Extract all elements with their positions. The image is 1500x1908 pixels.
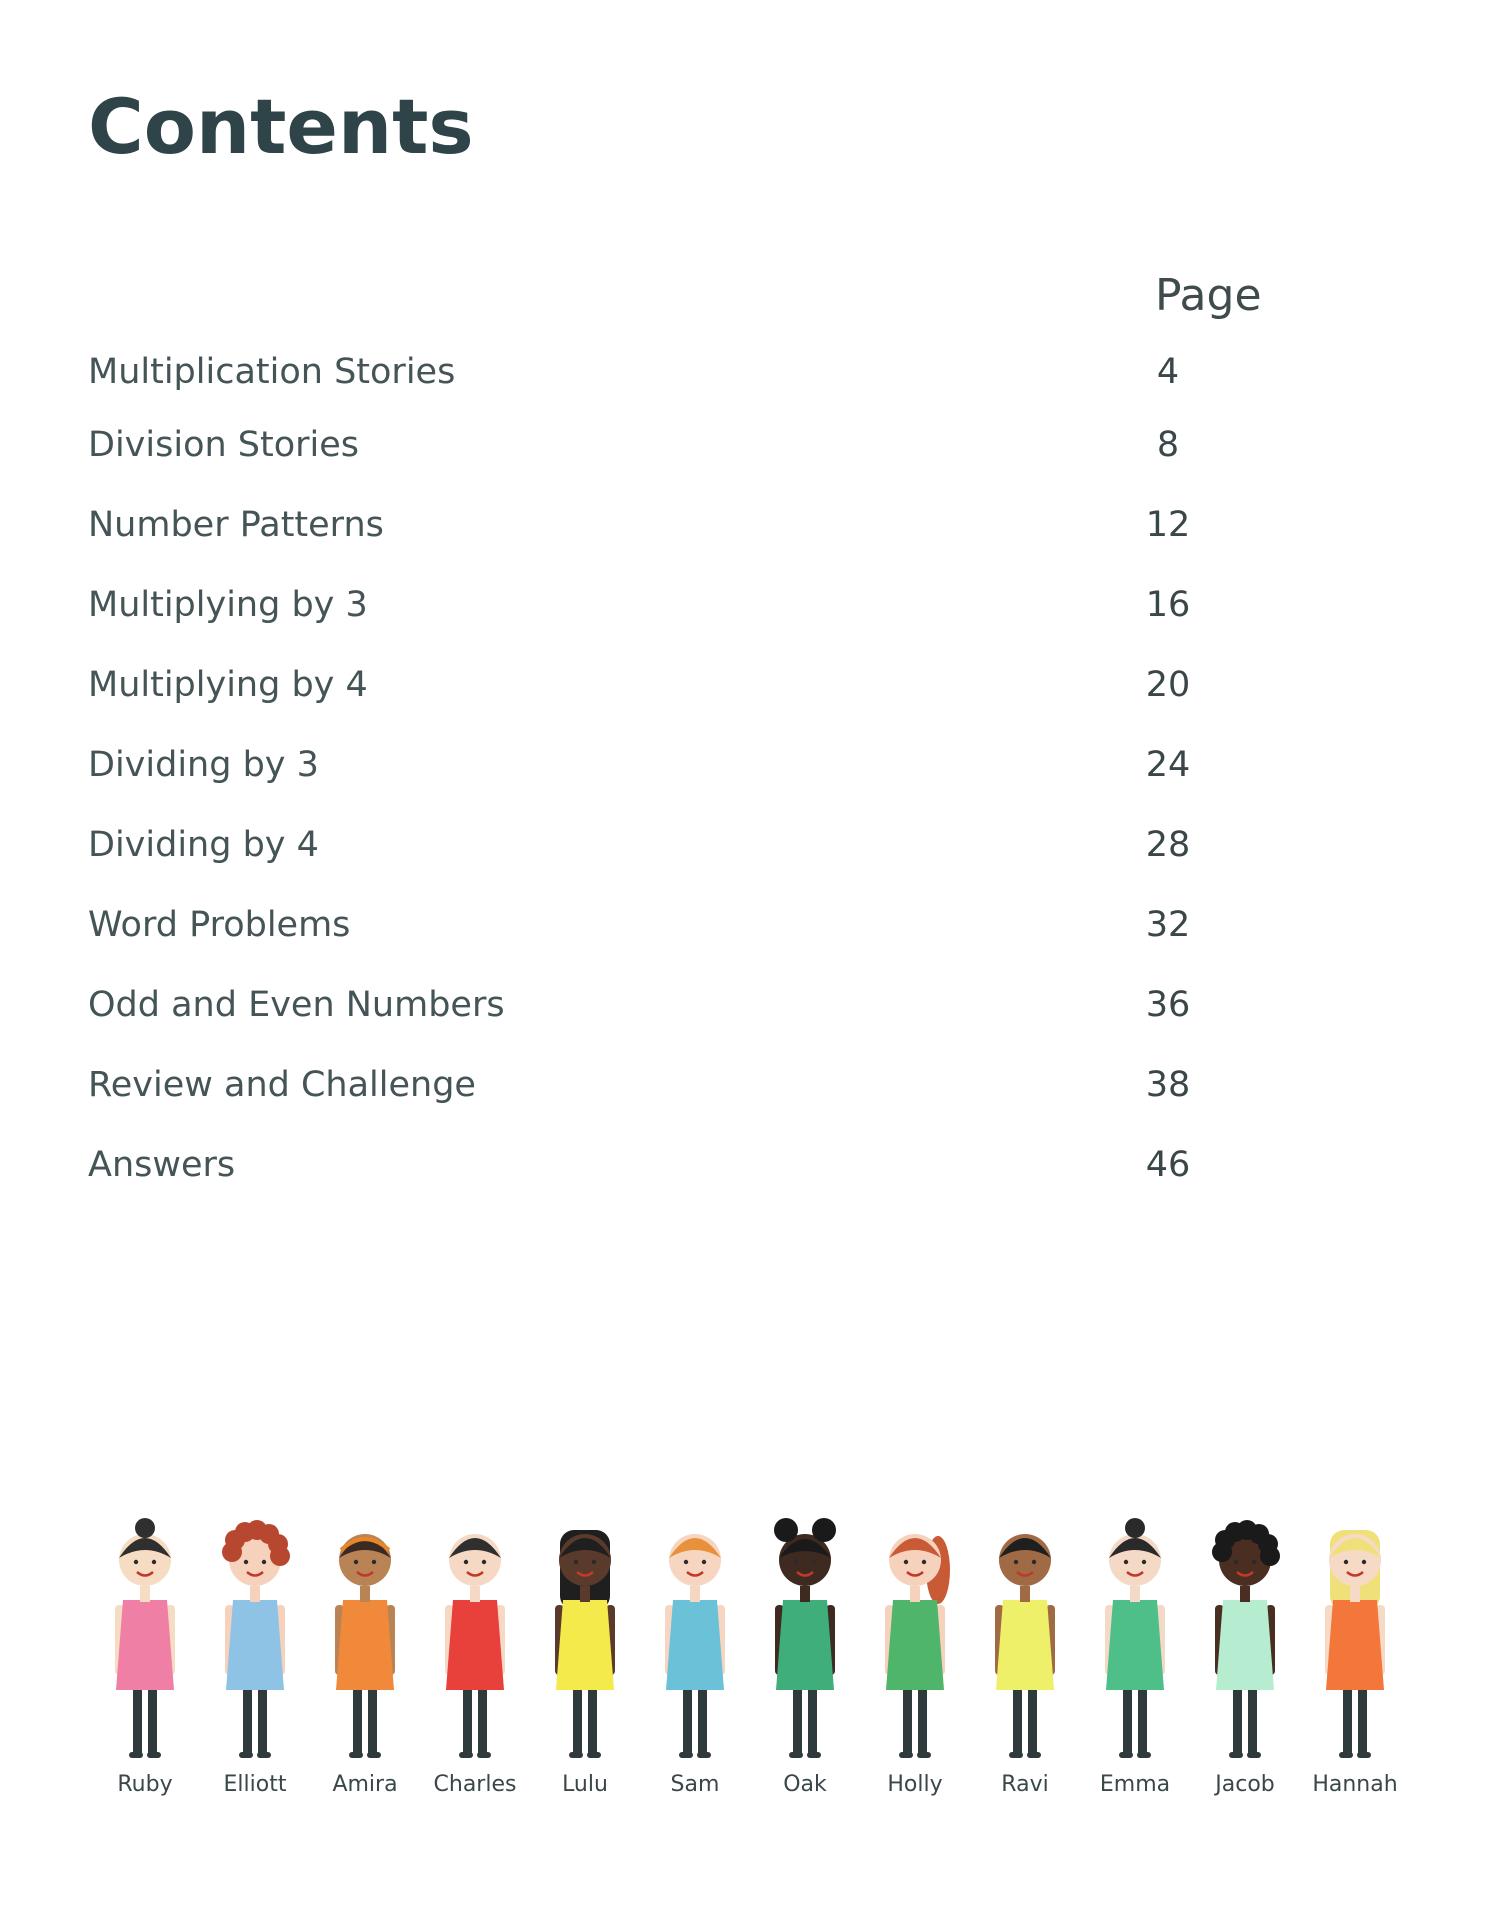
character-jacob	[1190, 1500, 1300, 1800]
toc-entry-page: 32	[1145, 905, 1191, 945]
page-column-header: Page	[1155, 270, 1262, 321]
toc-entry-page: 38	[1145, 1065, 1191, 1105]
toc-entry-page: 16	[1145, 585, 1191, 625]
character-illustration	[200, 1500, 310, 1770]
character-illustration	[1190, 1500, 1300, 1770]
toc-entry-page: 20	[1145, 665, 1191, 705]
character-lulu	[530, 1500, 640, 1800]
toc-entry-title: Multiplying by 3	[88, 585, 368, 625]
character-name: Sam	[670, 1772, 720, 1797]
toc-entry[interactable]	[88, 745, 1248, 805]
character-amira	[310, 1500, 420, 1800]
character-ravi	[970, 1500, 1080, 1800]
character-name: Lulu	[562, 1772, 608, 1797]
character-charles	[420, 1500, 530, 1800]
character-name: Ravi	[1001, 1772, 1049, 1797]
toc-entry-title: Division Stories	[88, 425, 360, 465]
toc-entry-title: Answers	[88, 1145, 236, 1185]
toc-entry-title: Review and Challenge	[88, 1065, 476, 1105]
character-lineup	[90, 1500, 1430, 1830]
character-emma	[1080, 1500, 1190, 1800]
character-illustration	[90, 1500, 200, 1770]
toc-entry[interactable]	[88, 425, 1248, 485]
toc-entry[interactable]	[88, 1065, 1248, 1125]
page-title: Contents	[88, 82, 474, 171]
toc-entry-page: 28	[1145, 825, 1191, 865]
character-name: Jacob	[1215, 1772, 1275, 1797]
character-illustration	[750, 1500, 860, 1770]
toc-entry-page: 12	[1145, 505, 1191, 545]
toc-entry[interactable]	[88, 905, 1248, 965]
toc-entry-page: 4	[1156, 352, 1180, 392]
character-name: Ruby	[117, 1772, 173, 1797]
character-illustration	[970, 1500, 1080, 1770]
toc-entry[interactable]	[88, 1145, 1248, 1205]
toc-entry-page: 46	[1145, 1145, 1191, 1185]
character-name: Emma	[1099, 1772, 1171, 1797]
toc-entry-page: 24	[1145, 745, 1191, 785]
character-elliott	[200, 1500, 310, 1800]
toc-entry[interactable]	[88, 585, 1248, 645]
toc-entry-title: Number Patterns	[88, 505, 384, 545]
toc-entry-title: Multiplication Stories	[88, 352, 456, 392]
character-oak	[750, 1500, 860, 1800]
toc-entry-title: Word Problems	[88, 905, 351, 945]
toc-entry-page: 8	[1156, 425, 1180, 465]
toc-entry-title: Dividing by 3	[88, 745, 319, 785]
character-illustration	[310, 1500, 420, 1770]
toc-entry[interactable]	[88, 825, 1248, 885]
character-name: Amira	[332, 1772, 398, 1797]
character-name: Oak	[783, 1772, 827, 1797]
toc-entry-page: 36	[1145, 985, 1191, 1025]
character-name: Elliott	[223, 1772, 287, 1797]
character-sam	[640, 1500, 750, 1800]
character-hannah	[1300, 1500, 1410, 1800]
toc-entry[interactable]	[88, 352, 1248, 412]
character-illustration	[1300, 1500, 1410, 1770]
character-holly	[860, 1500, 970, 1800]
character-name: Holly	[887, 1772, 943, 1797]
character-ruby	[90, 1500, 200, 1800]
toc-entry-title: Dividing by 4	[88, 825, 319, 865]
toc-entry[interactable]	[88, 985, 1248, 1045]
character-name: Hannah	[1312, 1772, 1398, 1797]
character-name: Charles	[433, 1772, 517, 1797]
toc-entry-title: Odd and Even Numbers	[88, 985, 505, 1025]
toc-entry-title: Multiplying by 4	[88, 665, 368, 705]
toc-entry[interactable]	[88, 665, 1248, 725]
toc-entry[interactable]	[88, 505, 1248, 565]
character-illustration	[860, 1500, 970, 1770]
character-illustration	[640, 1500, 750, 1770]
character-illustration	[530, 1500, 640, 1770]
character-illustration	[1080, 1500, 1190, 1770]
character-illustration	[420, 1500, 530, 1770]
